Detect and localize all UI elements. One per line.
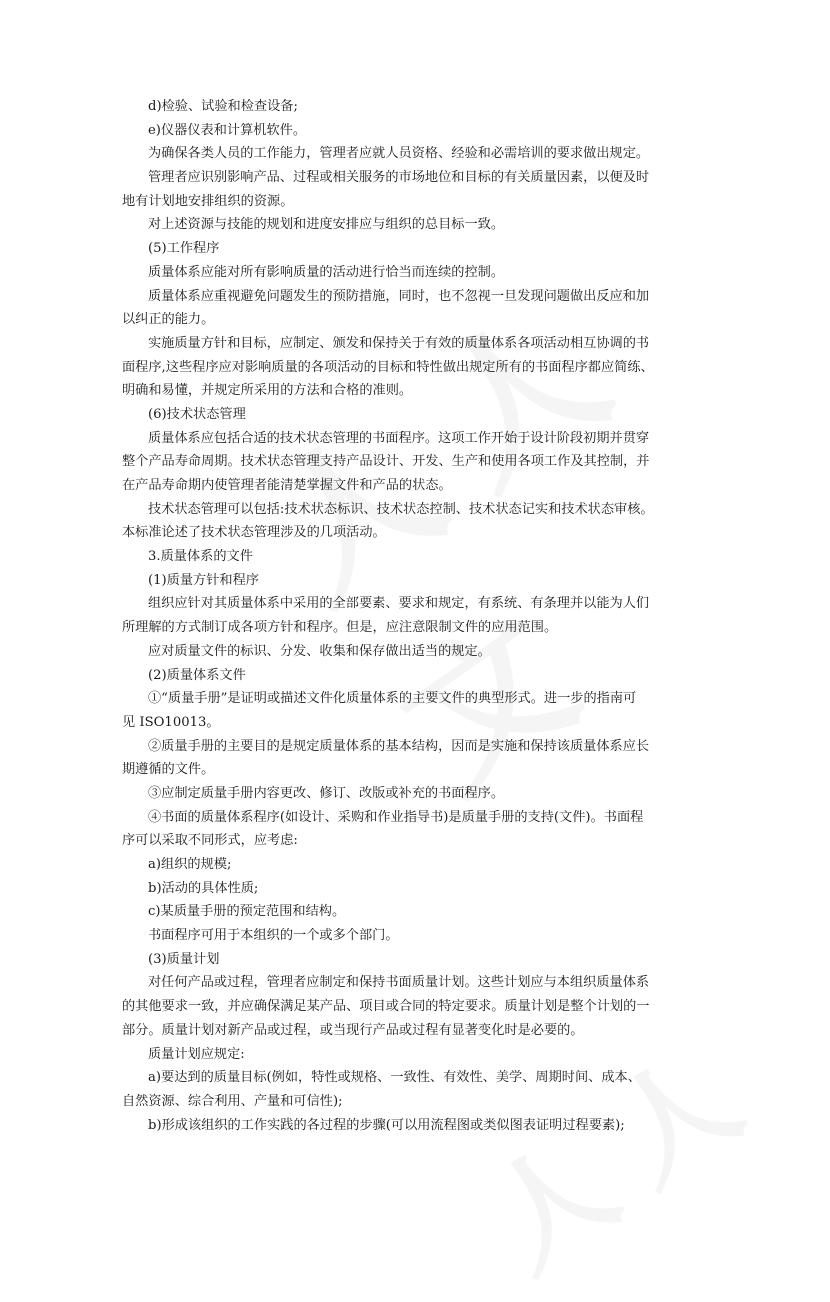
text-line: 书面程序可用于本组织的一个或多个部门。 — [148, 928, 399, 944]
text-line: 应对质量文件的标识、分发、收集和保存做出适当的规定。 — [148, 643, 491, 659]
text-line: 为确保各类人员的工作能力，管理者应就人员资格、经验和必需培训的要求做出规定。 — [148, 146, 650, 162]
text-line: (1)质量方针和程序 — [148, 572, 259, 588]
text-line: 期遵循的文件。 — [122, 762, 215, 778]
text-line: 技术状态管理可以包括:技术状态标识、技术状态控制、技术状态记实和技术状态审核。 — [148, 501, 654, 517]
text-line: 序可以采取不同形式，应考虑: — [122, 833, 298, 849]
text-line: 面程序,这些程序应对影响质量的各项活动的目标和特性做出规定所有的书面程序都应简练、 — [122, 359, 654, 375]
text-line: 见 ISO10013。 — [122, 714, 220, 730]
text-line: (5)工作程序 — [148, 241, 220, 257]
text-line: ②质量手册的主要目的是规定质量体系的基本结构，因而是实施和保持该质量体系应长 — [148, 738, 650, 754]
text-line: 整个产品寿命周期。技术状态管理支持产品设计、开发、生产和使用各项工作及其控制，并 — [122, 454, 650, 470]
text-line: 质量体系应能对所有影响质量的活动进行恰当而连续的控制。 — [148, 264, 505, 280]
text-line: (3)质量计划 — [148, 951, 220, 967]
text-line: 自然资源、综合利用、产量和可信性); — [122, 1093, 343, 1109]
text-line: ③应制定质量手册内容更改、修订、改版或补充的书面程序。 — [148, 785, 505, 801]
text-line: 组织应针对其质量体系中采用的全部要素、要求和规定，有系统、有条理并以能为人们 — [148, 596, 650, 612]
document-body — [122, 95, 712, 1137]
text-line: ④书面的质量体系程序(如设计、采购和作业指导书)是质量手册的支持(文件)。书面程 — [148, 809, 644, 825]
text-line: 地有计划地安排组织的资源。 — [122, 193, 294, 209]
text-line: 部分。质量计划对新产品或过程，或当现行产品或过程有显著变化时是必要的。 — [122, 1022, 584, 1038]
text-line: d)检验、试验和检查设备; — [148, 99, 298, 114]
text-line: 实施质量方针和目标，应制定、颁发和保持关于有效的质量体系各项活动相互协调的书 — [148, 335, 650, 351]
text-line: 质量体系应包括合适的技术状态管理的书面程序。这项工作开始于设计阶段初期并贯穿 — [148, 430, 650, 446]
text-line: 所理解的方式制订成各项方针和程序。但是，应注意限制文件的应用范围。 — [122, 620, 558, 636]
text-line: c)某质量手册的预定范围和结构。 — [148, 904, 346, 920]
text-line: a)组织的规模; — [148, 857, 232, 872]
text-line: 3.质量体系的文件 — [148, 549, 253, 565]
text-line: 质量计划应规定: — [148, 1046, 245, 1062]
text-line: 明确和易懂，并规定所采用的方法和合格的准则。 — [122, 383, 413, 399]
text-line: b)活动的具体性质; — [148, 880, 259, 896]
text-line: 的其他要求一致，并应确保满足某产品、项目或合同的特定要求。质量计划是整个计划的一 — [122, 999, 650, 1015]
text-line: b)形成该组织的工作实践的各过程的步骤(可以用流程图或类似图表证明过程要素); — [148, 1117, 625, 1133]
text-line: e)仪器仪表和计算机软件。 — [148, 122, 307, 138]
text-line: a)要达到的质量目标(例如，特性或规格、一致性、有效性、美学、周期时间、成本、 — [148, 1070, 641, 1086]
text-line: 对上述资源与技能的规划和进度安排应与组织的总目标一致。 — [148, 217, 505, 233]
text-line: (6)技术状态管理 — [148, 406, 246, 422]
text-line: (2)质量体系文件 — [148, 667, 246, 683]
text-line: 对任何产品或过程，管理者应制定和保持书面质量计划。这些计划应与本组织质量体系 — [148, 975, 650, 991]
text-line: 本标准论述了技术状态管理涉及的几项活动。 — [122, 525, 386, 541]
text-line: 质量体系应重视避免问题发生的预防措施，同时，也不忽视一旦发现问题做出反应和加 — [148, 288, 650, 304]
text-line: 在产品寿命期内使管理者能清楚掌握文件和产品的状态。 — [122, 478, 452, 493]
text-line: 以纠正的能力。 — [122, 312, 215, 328]
text-line: ①“质量手册”是证明或描述文件化质量体系的主要文件的典型形式。进一步的指南可 — [148, 691, 637, 707]
text-line: 管理者应识别影响产品、过程或相关服务的市场地位和目标的有关质量因素，以便及时 — [148, 170, 650, 186]
